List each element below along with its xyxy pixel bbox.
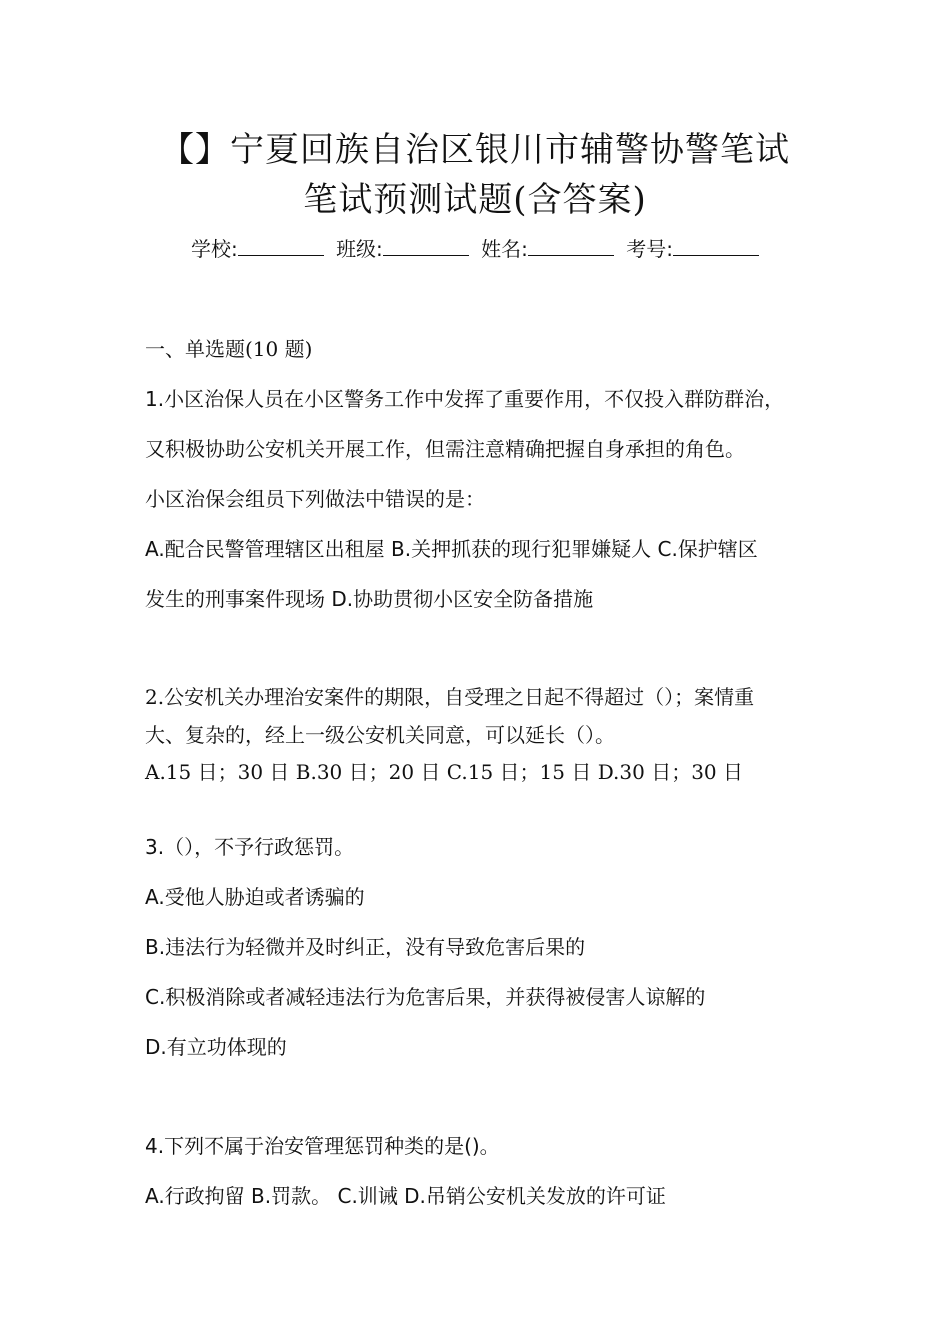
question-4-options: A.行政拘留 B.罚款。 C.训诫 D.吊销公安机关发放的许可证 [145,1184,666,1208]
name-blank [528,254,614,256]
school-blank [238,254,324,256]
question-3-option-c: C.积极消除或者减轻违法行为危害后果，并获得被侵害人谅解的 [145,985,706,1009]
question-4-stem: 4.下列不属于治安管理惩罚种类的是()。 [145,1134,500,1158]
document-title-line-2: 笔试预测试题(含答案) [303,180,647,220]
exam-number-blank [673,254,759,256]
class-field: 班级: [336,232,469,266]
question-1-options-line-1: A.配合民警管理辖区出租屋 B.关押抓获的现行犯罪嫌疑人 C.保护辖区 [145,537,758,561]
document-title-line-1: 【】宁夏回族自治区银川市辅警协警笔试 [160,130,790,170]
question-3-option-a: A.受他人胁迫或者诱骗的 [145,885,365,909]
section-heading: 一、单选题(10 题) [145,337,313,361]
question-2-line-1: 2.公安机关办理治安案件的期限，自受理之日起不得超过（）；案情重 [145,685,755,709]
name-field: 姓名: [481,232,614,266]
question-1-line-3: 小区治保会组员下列做法中错误的是： [145,487,485,511]
question-3-option-d: D.有立功体现的 [145,1035,287,1059]
question-2-line-2: 大、复杂的，经上一级公安机关同意，可以延长（）。 [145,723,615,747]
question-1-options-line-2: 发生的刑事案件现场 D.协助贯彻小区安全防备措施 [145,587,594,611]
student-info-line [0,232,950,266]
question-3-stem: 3.（），不予行政惩罚。 [145,835,355,859]
question-1-line-1: 1.小区治保人员在小区警务工作中发挥了重要作用，不仅投入群防群治， [145,387,785,411]
school-field: 学校: [191,232,324,266]
exam-number-field: 考号: [626,232,759,266]
class-blank [383,254,469,256]
question-3-option-b: B.违法行为轻微并及时纠正，没有导致危害后果的 [145,935,586,959]
question-2-options: A.15 日；30 日 B.30 日；20 日 C.15 日；15 日 D.30 日；30 日 [145,760,744,784]
question-1-line-2: 又积极协助公安机关开展工作，但需注意精确把握自身承担的角色。 [145,437,745,461]
